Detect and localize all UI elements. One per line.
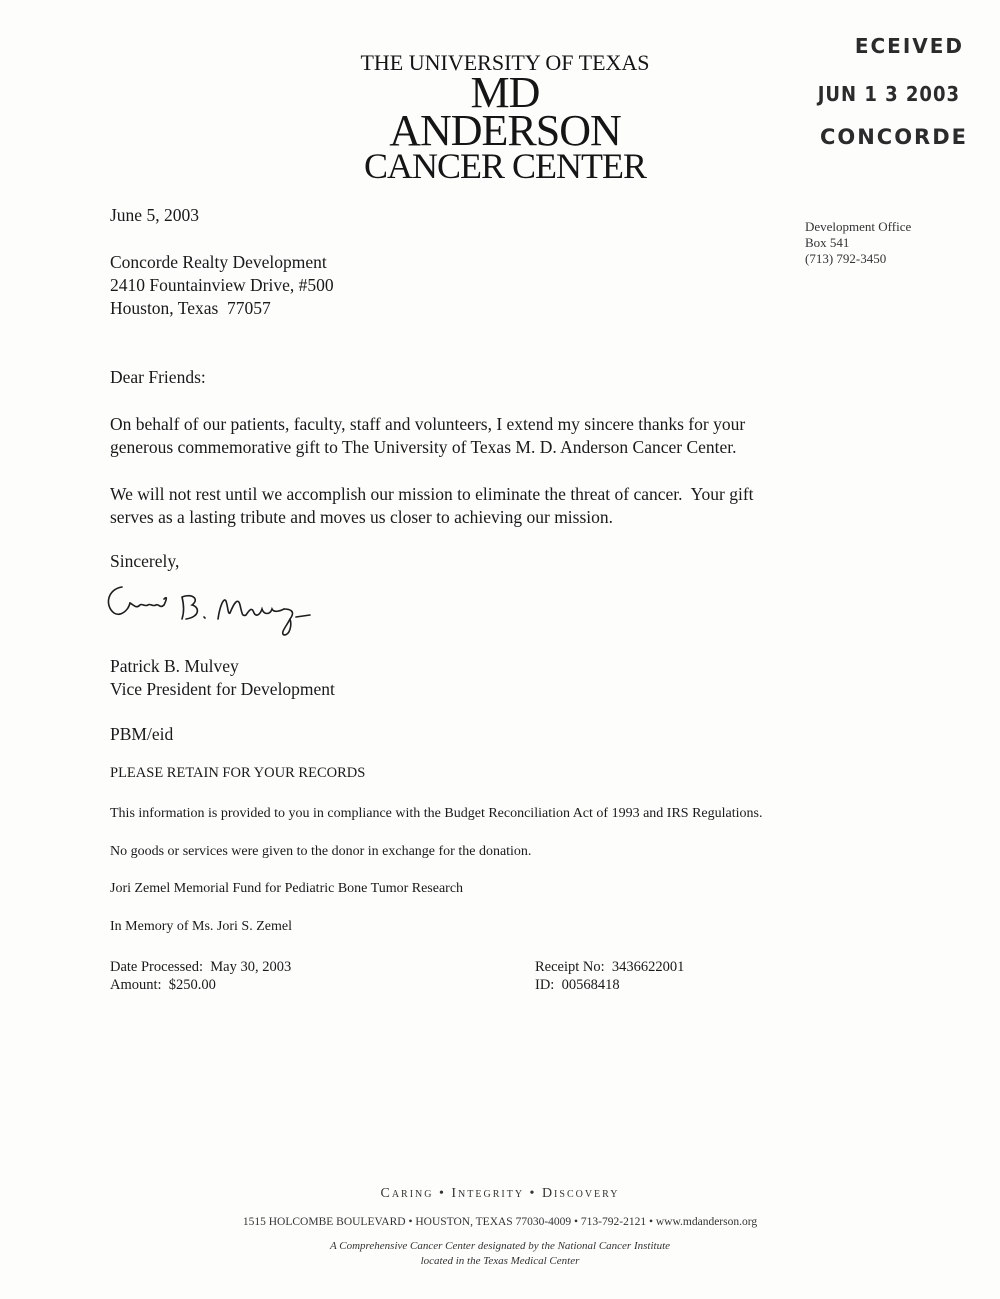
footer-location: located in the Texas Medical Center (420, 1255, 580, 1267)
paragraph-line: We will not rest until we accomplish our mission to eliminate the threat of cancer. Your gift (110, 484, 754, 504)
signer-title: Vice President for Development (110, 679, 335, 699)
letter-date: June 5, 2003 (110, 205, 199, 225)
signer-name: Patrick B. Mulvey (110, 656, 239, 676)
compliance-notice: This information is provided to you in compliance with the Budget Reconciliation Act of 1993 and IRS Regulations. (110, 806, 763, 821)
office-name: Development Office (805, 219, 912, 234)
fund-name: Jori Zemel Memorial Fund for Pediatric Bone Tumor Research (110, 881, 464, 896)
development-office-block (805, 219, 911, 267)
office-phone: (713) 792-3450 (805, 251, 887, 266)
logo-university-line: THE UNIVERSITY OF TEXAS (360, 50, 650, 75)
amount: Amount: $250.00 (110, 977, 216, 993)
office-box: Box 541 (805, 235, 850, 250)
paragraph-line: On behalf of our patients, faculty, staff and volunteers, I extend my sincere thanks for your (110, 414, 746, 434)
retain-notice: PLEASE RETAIN FOR YOUR RECORDS (110, 765, 366, 781)
receipt-id-block (535, 958, 684, 994)
paragraph-line: generous commemorative gift to The University of Texas M. D. Anderson Cancer Center. (110, 437, 737, 457)
signature-image (100, 575, 340, 645)
in-memory-of: In Memory of Ms. Jori S. Zemel (110, 919, 292, 934)
recipient-name: Concorde Realty Development (110, 252, 327, 272)
logo-md-anderson-line: MD ANDERSON (389, 68, 621, 155)
date-processed: Date Processed: May 30, 2003 (110, 959, 292, 975)
typist-initials: PBM/eid (110, 724, 174, 744)
donor-id: ID: 00568418 (535, 977, 620, 993)
received-stamp (812, 30, 982, 160)
stamp-date: JUN 1 3 2003 (817, 82, 960, 106)
paragraph-thanks (110, 413, 890, 459)
signer-block (110, 655, 335, 701)
recipient-city: Houston, Texas 77057 (110, 298, 271, 318)
stamp-company: CONCORDE (819, 125, 968, 149)
receipt-number: Receipt No: 3436622001 (535, 959, 685, 975)
footer-motto: Caring • Integrity • Discovery (380, 1186, 620, 1201)
footer-address: 1515 HOLCOMBE BOULEVARD • HOUSTON, TEXAS 77030-4009 • 713-792-2121 • www.mdanderson.org (242, 1216, 758, 1228)
letterhead-logo (360, 50, 650, 186)
paragraph-mission (110, 483, 890, 529)
paragraph-line: serves as a lasting tribute and moves us closer to achieving our mission. (110, 507, 614, 527)
stamp-received: ECEIVED (854, 34, 964, 58)
recipient-street: 2410 Fountainview Drive, #500 (110, 275, 334, 295)
recipient-address (110, 251, 334, 320)
footer-designation: A Comprehensive Cancer Center designated by the National Cancer Institute (329, 1240, 671, 1252)
closing: Sincerely, (110, 551, 180, 571)
no-goods-notice: No goods or services were given to the donor in exchange for the donation. (110, 844, 532, 859)
salutation: Dear Friends: (110, 367, 206, 387)
logo-cancer-center-line: CANCER CENTER (363, 146, 646, 186)
processing-block (110, 958, 291, 994)
